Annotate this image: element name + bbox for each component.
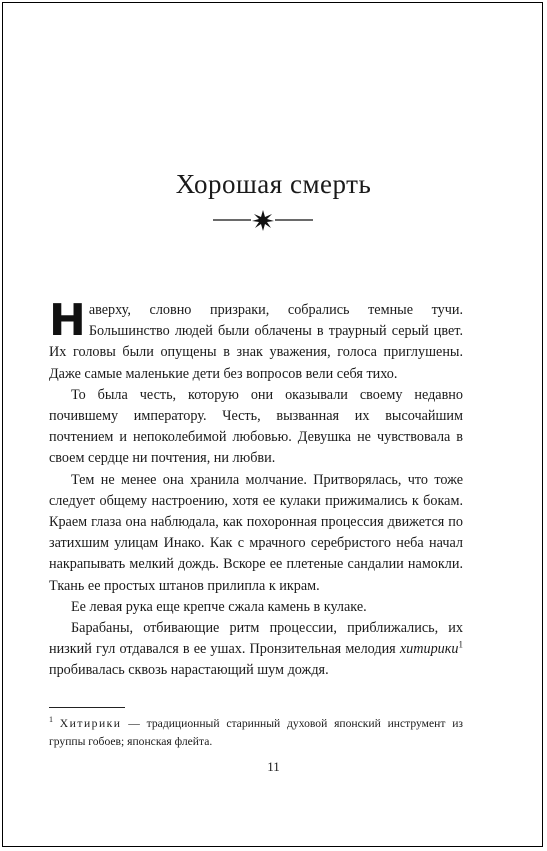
paragraph-2: То была честь, которую они оказывали своему недавно почившему императору. Честь, вызванная их высочайшим почтением и непоколебимой любовью. Девушка не чувствовала в своем сердце ни почтения, ни любви. [49,386,463,467]
term-hichiriki: хитирики [399,641,459,658]
paragraph-5 [49,618,463,682]
paragraph-1 [49,295,463,385]
footnote-term: Хитирики [59,717,122,730]
paragraph-1-text: аверху, словно призраки, собрались темные тучи. Большинство людей были облачены в траурный серый цвет. Их головы были опущены в знак уважения, голоса приглушены. Даже самые маленькие дети без вопросов вели себя тихо. [49,302,463,382]
footnote-mark: 1 [49,715,53,725]
paragraph-5-text-a: Барабаны, отбивающие ритм процессии, приближались, их низкий гул отдавался в ее ушах. Пронзительная мелодия [49,620,463,658]
footnote-text: — традиционный старинный духовой японский инструмент из группы гобоев; японская флейта. [49,717,463,748]
paragraph-5-text-b: пробивалась сквозь нарастающий шум дождя. [49,662,329,679]
footnote [49,715,463,750]
star-ornament-icon [213,208,313,232]
drop-cap: Н [49,295,86,346]
paragraph-4: Ее левая рука еще крепче сжала камень в кулаке. [71,598,367,615]
chapter-body [49,295,463,682]
page-number: 11 [267,759,280,774]
footnote-divider [49,707,125,708]
chapter-title: Хорошая смерть [175,169,372,199]
footnote-ref[interactable]: 1 [458,639,463,650]
paragraph-3: Тем не менее она хранила молчание. Притворялась, что тоже следует общему настроению, хотя ее кулаки прижимались к бокам. Краем глаза она наблюдала, как похоронная процессия движется по затихшим улицам Инако. Как с мрачного серебристого неба начал накрапывать мелкий дождь. Вскоре ее плетеные сандалии намокли. Ткань ее простых штанов прилипла к икрам. [49,471,463,594]
